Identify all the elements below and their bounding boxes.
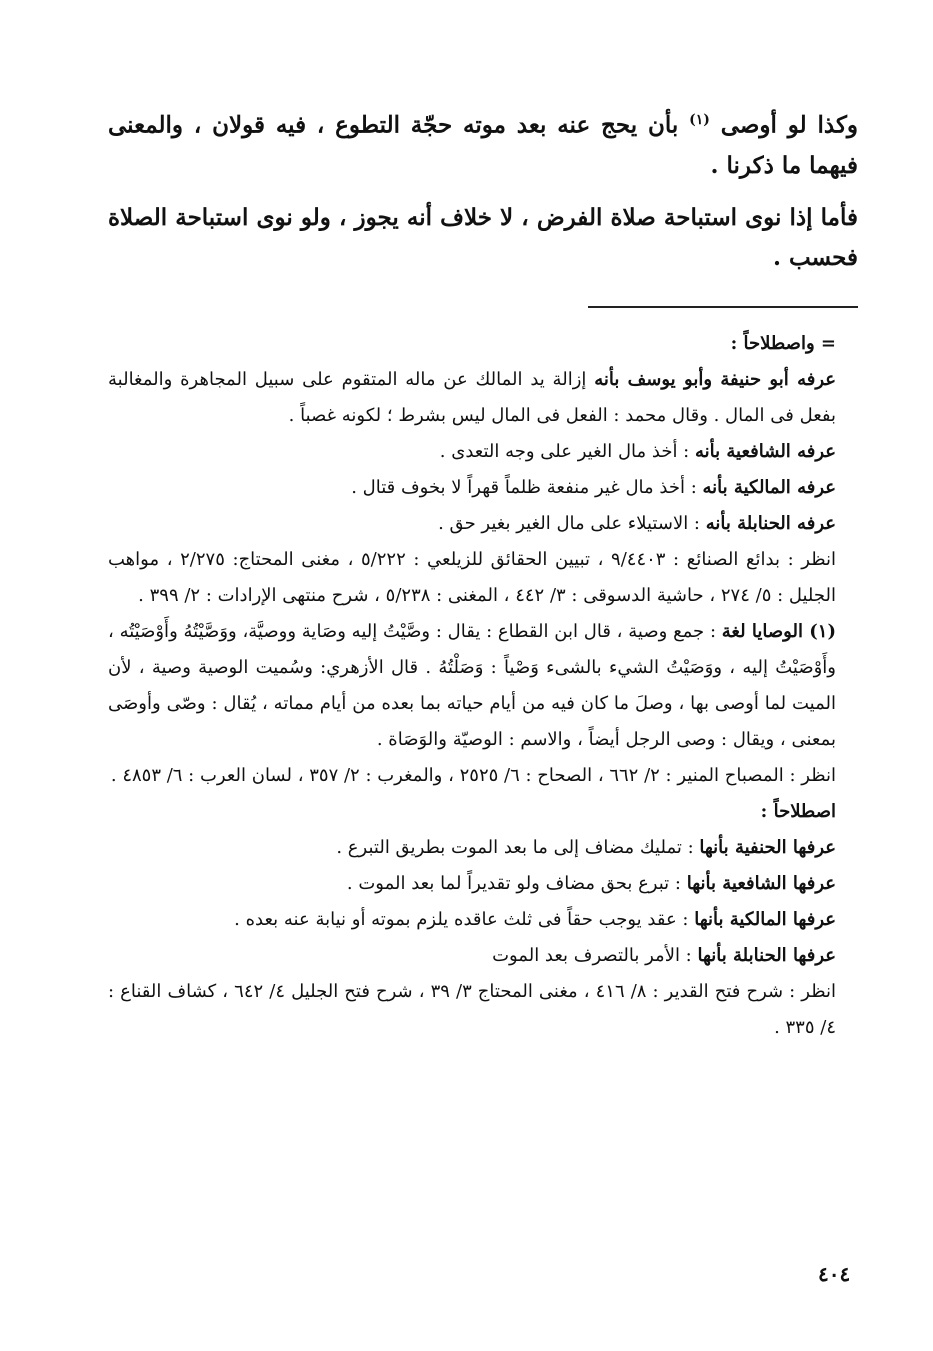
ghasb-hanbali-text: : الاستيلاء على مال الغير بغير حق .	[438, 512, 700, 534]
page-number: ٤٠٤	[818, 1262, 851, 1286]
wasaya-hanafi-label: عرفها الحنفية بأنها	[699, 836, 836, 858]
wasaya-maliki-label: عرفها المالكية بأنها	[694, 908, 836, 930]
wasaya-shafii-text: : تبرع بحق مضاف ولو تقديراً لما بعد الموت .	[346, 872, 681, 894]
wasaya-maliki-def	[108, 902, 858, 938]
wasaya-hanbali-text: : الأمر بالتصرف بعد الموت	[492, 944, 692, 966]
wasaya-shafii-label: عرفها الشافعية بأنها	[686, 872, 836, 894]
wasaya-final-references: انظر : شرح فتح القدير : ٨/ ٤١٦ ، مغنى المحتاج ٣/ ٣٩ ، شرح فتح الجليل ٤/ ٦٤٢ ، كشاف القناع : ٤/ ٣٣٥ .	[108, 980, 836, 1038]
wasaya-text: : جمع وصية ، قال ابن القطاع : يقال : وصَّيْتُ إليه وصَاية ووصيَّة، ووَصَّيْتُهُ وأَوْصَيْتُه ، وأَوْصَيْتُ إليه ، ووَصَيْتُ الشيء بالشىء وَصْياً : وَصَلْتُهُ . قال الأزهري: وسُميت الوصية وصية ، لأن الميت لما أوصى بها ، وصلَ ما كان فيه من أيام حياته بما بعده من أيام مماته ، يُقال : وصّى وأوصَى بمعنى ، ويقال : وصى الرجل أيضاً ، والاسم : الوصيّة والوَصَاة .	[108, 620, 836, 750]
ghasb-shafii-text: : أخذ مال الغير على وجه التعدى .	[439, 440, 690, 462]
wasaya-istilahan-heading: اصطلاحاً :	[760, 800, 836, 822]
ghasb-shafii-label: عرفه الشافعية بأنه	[694, 440, 836, 462]
ghasb-hanbali-label: عرفه الحنابلة بأنه	[705, 512, 836, 534]
wasaya-hanbali-def	[108, 938, 858, 974]
paragraph-1	[108, 100, 858, 186]
wasaya-label: (١) الوصايا لغة	[721, 620, 836, 642]
paragraph-2: فأما إذا نوى استباحة صلاة الفرض ، لا خلاف أنه يجوز ، ولو نوى استباحة الصلاة فحسب .	[108, 203, 858, 271]
footnotes	[108, 326, 858, 1046]
ghasb-maliki-text: : أخذ مال غير منفعة ظلماً قهراً لا بخوف قتال .	[351, 476, 697, 498]
main-text	[108, 100, 858, 278]
ghasb-heading: = واصطلاحاً :	[730, 332, 836, 354]
ghasb-hanafi-def	[108, 362, 858, 434]
footnote-ref[interactable]: (١)	[689, 112, 710, 128]
wasaya-hanafi-text: : تمليك مضاف إلى ما بعد الموت بطريق التبرع .	[336, 836, 694, 858]
wasaya-hanbali-label: عرفها الحنابلة بأنها	[697, 944, 836, 966]
paragraph-1-end: بأن يحج عنه بعد موته حجّة التطوع ، فيه قولان ، والمعنى فيهما ما ذكرنا .	[108, 111, 858, 179]
ghasb-maliki-label: عرفه المالكية بأنه	[702, 476, 836, 498]
ghasb-shafii-def	[108, 434, 858, 470]
wasaya-maliki-text: : عقد يوجب حقاً فى ثلث عاقده يلزم بموته أو نيابة عنه بعده .	[234, 908, 689, 930]
page-content	[108, 100, 858, 1046]
wasaya-language-def	[108, 614, 858, 758]
ghasb-hanafi-text: إزالة يد المالك عن ماله المتقوم على سبيل المجاهرة والمغالبة بفعل فى المال . وقال محمد : الفعل فى المال ليس بشرط ؛ لكونه غصباً .	[108, 368, 836, 426]
ghasb-maliki-def	[108, 470, 858, 506]
ghasb-hanafi-label: عرفه أبو حنيفة وأبو يوسف بأنه	[594, 368, 836, 390]
wasaya-shafii-def	[108, 866, 858, 902]
paragraph-1-start: وكذا لو أوصى	[720, 111, 859, 139]
footnote-separator	[588, 306, 858, 308]
wasaya-references: انظر : المصباح المنير : ٢/ ٦٦٢ ، الصحاح : ٦/ ٢٥٢٥ ، والمغرب : ٢/ ٣٥٧ ، لسان العرب : ٦/ ٤٨٥٣ .	[110, 764, 836, 786]
ghasb-hanbali-def	[108, 506, 858, 542]
ghasb-references: انظر : بدائع الصنائع : ٩/٤٤٠٣ ، تبيين الحقائق للزيلعي : ٥/٢٢٢ ، مغنى المحتاج: ٢/٢٧٥ ، مواهب الجليل : ٥/ ٢٧٤ ، حاشية الدسوقى : ٣/ ٤٤٢ ، المغنى : ٥/٢٣٨ ، شرح منتهى الإرادات : ٢/ ٣٩٩ .	[108, 548, 836, 606]
wasaya-hanafi-def	[108, 830, 858, 866]
